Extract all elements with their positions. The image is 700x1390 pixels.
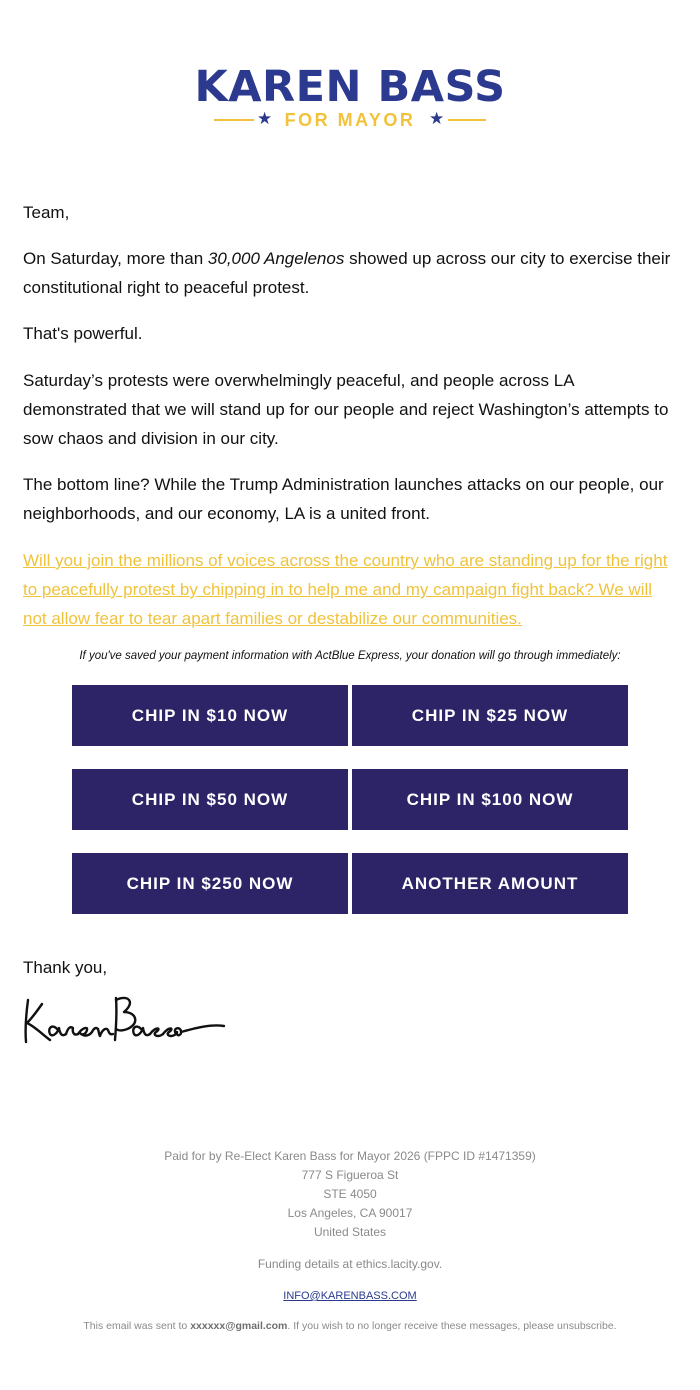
actblue-express-note: If you've saved your payment information with ActBlue Express, your donation will go through immediately: [79, 650, 621, 662]
address-country: United States [313, 1225, 387, 1239]
contact-email-link[interactable]: INFO@KARENBASS.COM [283, 1290, 417, 1302]
recipient-email: xxxxxx@gmail.com [190, 1320, 288, 1332]
chip-in-25-button[interactable]: CHIP IN $25 NOW [352, 685, 628, 746]
logo-subtitle-row [214, 108, 486, 132]
chip-in-50-button[interactable]: CHIP IN $50 NOW [72, 769, 348, 830]
paragraph-text: On Saturday, more than [23, 249, 208, 268]
paragraph-protest-count [23, 244, 678, 302]
sent-to-text: This email was sent to [83, 1320, 191, 1332]
greeting: Team, [23, 203, 70, 222]
footer-address-block [0, 1147, 700, 1242]
logo-subtitle: FOR MAYOR [284, 110, 416, 130]
chip-in-10-button[interactable]: CHIP IN $10 NOW [72, 685, 348, 746]
funding-details: Funding details at ethics.lacity.gov. [257, 1257, 443, 1271]
chip-in-250-button[interactable]: CHIP IN $250 NOW [72, 853, 348, 914]
address-city: Los Angeles, CA 90017 [287, 1206, 413, 1220]
paragraph-text: showed up across our city to exercise their constitutional right to peaceful protest. [23, 249, 671, 297]
sent-to-notice [0, 1320, 700, 1332]
closing: Thank you, [23, 958, 108, 977]
unsubscribe-text[interactable]: . If you wish to no longer receive these messages, please unsubscribe. [287, 1320, 617, 1332]
paragraph-powerful: That's powerful. [23, 324, 143, 343]
donate-ask-link[interactable]: Will you join the millions of voices across the country who are standing up for the right to peacefully protest by chipping in to help me and my campaign fight back? We will not allow fear to tear apart families or destabilize our communities. [23, 551, 668, 628]
paragraph-peaceful: Saturday’s protests were overwhelmingly peaceful, and people across LA demonstrated that we will stand up for our people and reject Washington’s attempts to sow chaos and division in our city. [23, 371, 669, 448]
footer-email-row [0, 1290, 700, 1302]
another-amount-button[interactable]: ANOTHER AMOUNT [352, 853, 628, 914]
logo-rule-right [448, 119, 486, 121]
signature-image [20, 990, 230, 1050]
star-icon: ★ [257, 109, 273, 128]
address-line-1: 777 S Figueroa St [301, 1168, 399, 1182]
address-line-2: STE 4050 [323, 1187, 377, 1201]
paragraph-bottom-line: The bottom line? While the Trump Administration launches attacks on our people, our neighborhoods, and our economy, LA is a united front. [23, 475, 664, 523]
paid-for-disclaimer: Paid for by Re-Elect Karen Bass for Mayor 2026 (FPPC ID #1471359) [164, 1149, 536, 1163]
logo-name: KAREN BASS [194, 62, 506, 112]
emphasis-angelenos: 30,000 Angelenos [207, 249, 345, 268]
star-icon: ★ [429, 109, 445, 128]
campaign-logo [0, 62, 700, 130]
chip-in-100-button[interactable]: CHIP IN $100 NOW [352, 769, 628, 830]
